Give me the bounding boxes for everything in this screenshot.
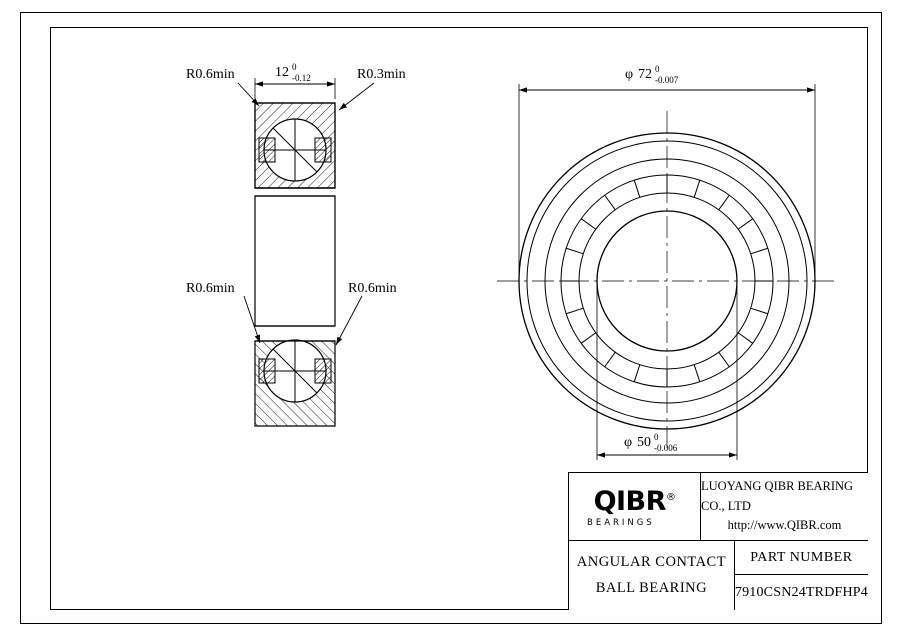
product-description — [569, 541, 735, 610]
company-name: LUOYANG QIBR BEARING CO., LTD — [701, 479, 854, 513]
company-info — [701, 473, 868, 540]
bore-value: 50 — [637, 435, 651, 450]
od-value: 72 — [638, 67, 652, 82]
width-value: 12 — [275, 65, 289, 80]
bore-symbol: φ — [624, 435, 633, 450]
title-block — [568, 472, 868, 610]
label-r03min-top-right: R0.3min — [357, 67, 406, 82]
title-block-header — [569, 473, 868, 541]
bore-value-group — [624, 432, 678, 453]
bore-tol-upper: 0 — [654, 432, 659, 442]
od-value-group — [625, 64, 679, 85]
description-line-1: ANGULAR CONTACT — [576, 554, 727, 571]
part-number-label: PART NUMBER — [735, 541, 868, 575]
company-url[interactable]: http://www.QIBR.com — [727, 518, 842, 533]
logo-text — [593, 485, 676, 517]
label-r06min-bottom-left: R0.6min — [186, 281, 235, 296]
label-r06min-top-left: R0.6min — [186, 67, 235, 82]
part-number-value: 7910CSN24TRDFHP4 — [734, 584, 868, 600]
label-r06min-bottom-right: R0.6min — [348, 281, 397, 296]
od-symbol: φ — [625, 67, 634, 82]
bore-tol-lower: -0.006 — [654, 443, 678, 453]
description-line-2: BALL BEARING — [595, 579, 708, 596]
width-tol-upper: 0 — [292, 62, 297, 72]
front-view — [497, 111, 837, 451]
logo-wordmark: QIBR — [593, 485, 666, 517]
logo-subtitle: BEARINGS — [587, 517, 655, 528]
part-number-block — [735, 541, 868, 610]
section-view — [255, 103, 335, 426]
title-block-body — [569, 541, 868, 610]
width-value-group — [275, 62, 311, 83]
od-tol-upper: 0 — [655, 64, 660, 74]
od-tol-lower: -0.007 — [655, 75, 679, 85]
company-logo — [569, 473, 701, 540]
width-tol-lower: -0.12 — [292, 73, 311, 83]
registered-trademark-icon: ® — [665, 491, 676, 503]
